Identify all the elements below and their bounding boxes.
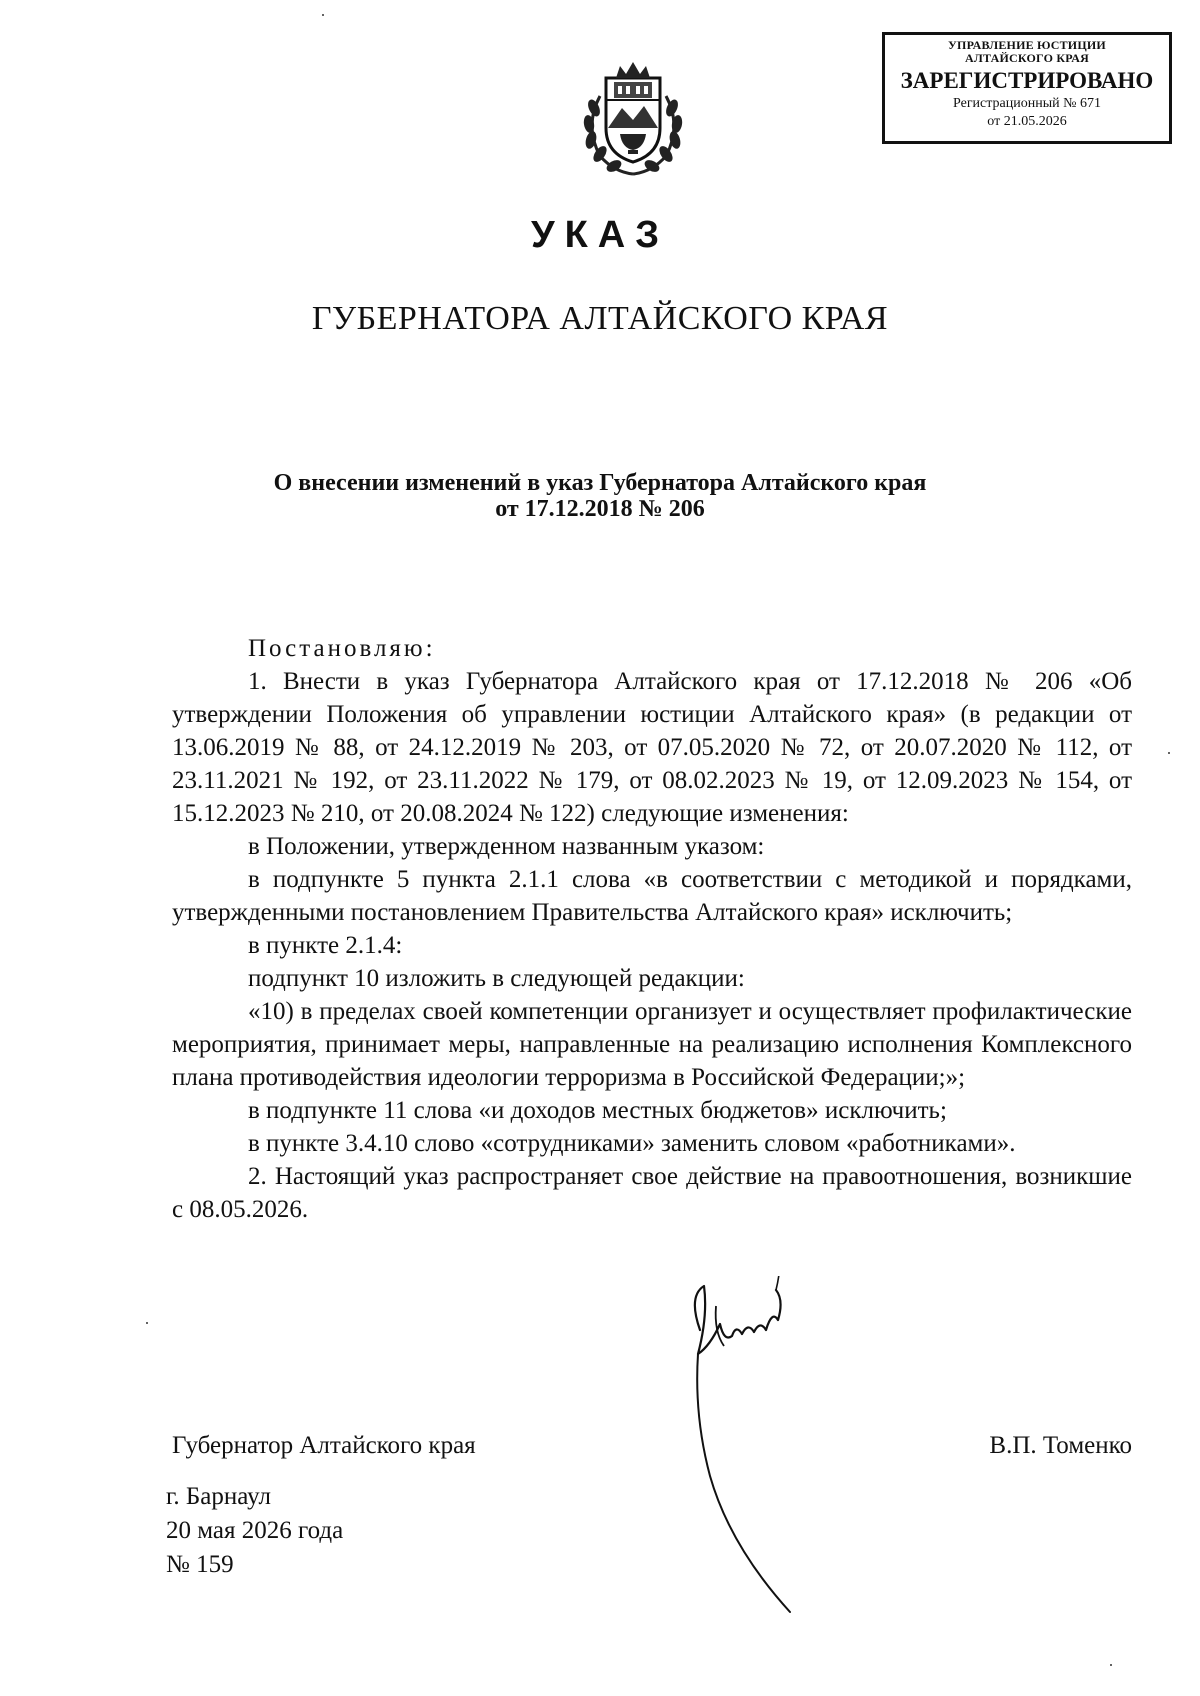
document-number: № 159 [166, 1551, 234, 1578]
decree-word: Постановляю: [248, 635, 436, 662]
document-footer [166, 1480, 343, 1582]
body-paragraph: 2. Настоящий указ распространяет свое действие на правоотношения, возникшие с 08.05.2026. [172, 1163, 1132, 1223]
signatory-position: Губернатор Алтайского края [172, 1432, 476, 1459]
document-issuer: ГУБЕРНАТОРА АЛТАЙСКОГО КРАЯ [311, 300, 889, 337]
body-paragraph: в подпункте 5 пункта 2.1.1 слова «в соответствии с методикой и порядками, утвержденными постановлением Правительства Алтайского края» исключить; [172, 866, 1132, 926]
body-paragraph: в пункте 2.1.4: [248, 932, 403, 959]
document-city: г. Барнаул [166, 1483, 271, 1510]
scan-speck [1110, 1664, 1112, 1666]
body-paragraph: в подпункте 11 слова «и доходов местных бюджетов» исключить; [248, 1097, 947, 1124]
stamp-reg-date: от 21.05.2026 [987, 114, 1067, 129]
stamp-org-line1: УПРАВЛЕНИЕ ЮСТИЦИИ [948, 38, 1106, 52]
stamp-reg-number: Регистрационный № 671 [953, 96, 1101, 111]
body-paragraph: в пункте 3.4.10 слово «сотрудниками» заменить словом «работниками». [248, 1130, 1016, 1157]
scan-speck [322, 14, 324, 16]
body-paragraph: в Положении, утвержденном названным указом: [248, 833, 765, 860]
body-paragraph: подпункт 10 изложить в следующей редакции: [248, 965, 745, 992]
stamp-status: ЗАРЕГИСТРИРОВАНО [900, 68, 1154, 93]
document-title: УКАЗ [530, 214, 670, 256]
scan-speck [1168, 752, 1170, 754]
subject-line2: от 17.12.2018 № 206 [495, 496, 705, 522]
scan-speck [146, 1322, 148, 1324]
signatory-name: В.П. Томенко [989, 1432, 1132, 1459]
document-body [172, 632, 1132, 1226]
registration-stamp [882, 32, 1172, 144]
altai-coat-of-arms-icon [578, 56, 688, 180]
stamp-org-line2: АЛТАЙСКОГО КРАЯ [965, 51, 1089, 65]
stamp-org [885, 39, 1169, 65]
body-paragraph: 1. Внести в указ Губернатора Алтайского края от 17.12.2018 № 206 «Об утверждении Положения об управлении юстиции Алтайского края» (в редакции от 13.06.2019 № 88, от 24.12.2019 № 203, от 07.05.2020 № 72, от 20.07.2020 № 112, от 23.11.2021 № 192, от 23.11.2022 № 179, от 08.02.2023 № 19, от 12.09.2023 № 154, от 15.12.2023 № 210, от 20.08.2024 № 122) следующие изменения: [172, 668, 1132, 827]
document-subject [0, 470, 1200, 522]
document-date: 20 мая 2026 года [166, 1517, 344, 1544]
body-paragraph: «10) в пределах своей компетенции организует и осуществляет профилактические мероприятия, принимает меры, направленные на реализацию исполнения Комплексного плана противодействия идеологии терроризма в Российской Федерации;»; [172, 998, 1132, 1091]
subject-line1: О внесении изменений в указ Губернатора Алтайского края [273, 470, 927, 496]
handwritten-signature-icon [680, 1276, 810, 1616]
